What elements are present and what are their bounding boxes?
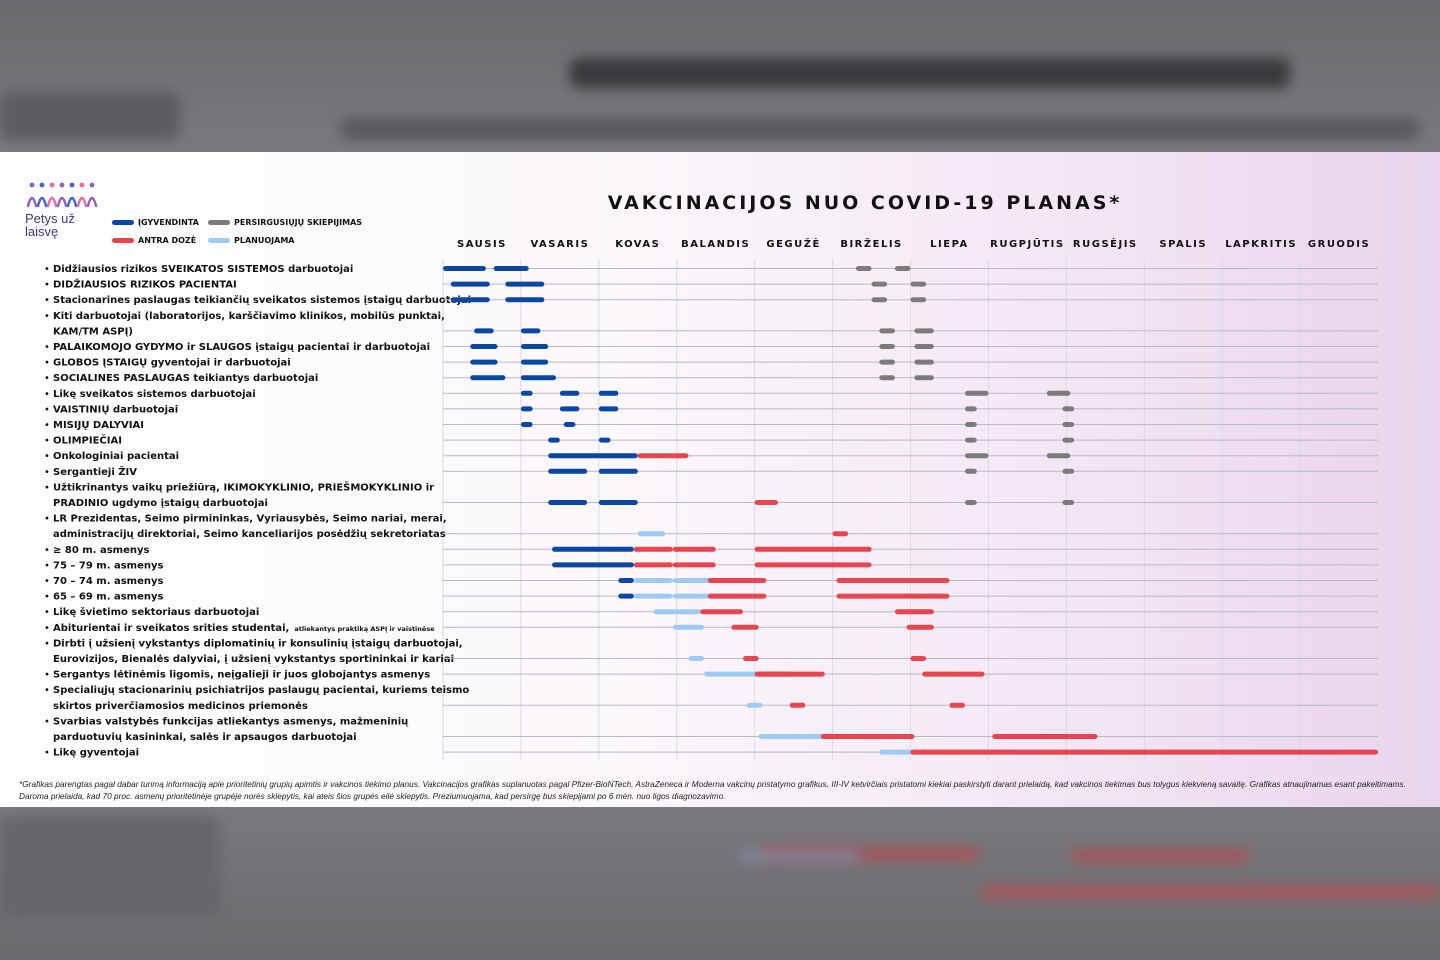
- row-bullet: •: [44, 591, 50, 603]
- row-bullet: •: [44, 404, 50, 416]
- row-label: Specialiųjų stacionarinių psichiatrijos paslaugų pacientai, kuriems teismo: [53, 685, 470, 697]
- row-label: ≥ 80 m. asmenys: [53, 544, 150, 556]
- logo-figure-head: [40, 183, 45, 188]
- logo-figure-body: [48, 198, 56, 206]
- month-label: BALANDIS: [681, 239, 751, 250]
- logo-figure-head: [30, 183, 35, 188]
- month-label: LAPKRITIS: [1225, 239, 1298, 250]
- legend-swatch-planned: [208, 238, 230, 243]
- logo-figure-head: [50, 183, 55, 188]
- row-label: Likę švietimo sektoriaus darbuotojai: [53, 607, 260, 619]
- row-label: Stacionarines paslaugas teikiančių sveikatos sistemos įstaigų darbuotojai: [53, 295, 472, 307]
- blurred-bar-red-2: [1070, 849, 1250, 863]
- row-label: Likę gyventojai: [53, 747, 140, 759]
- row-bullet: •: [44, 638, 50, 650]
- legend-swatch-recovered: [208, 220, 230, 225]
- legend-label-recovered: PERSIRGUSIŲJŲ SKIEPIJIMAS: [234, 218, 363, 227]
- logo-figure-head: [60, 183, 65, 188]
- logo-line1: Petys už: [25, 211, 75, 226]
- row-bullet: •: [44, 342, 50, 353]
- row-bullet: •: [44, 357, 50, 369]
- row-label: 70 – 74 m. asmenys: [53, 576, 164, 587]
- row-label: LR Prezidentas, Seimo pirmininkas, Vyriausybės, Seimo nariai, merai,: [53, 513, 447, 525]
- row-label: KAM/TM ASPĮ): [53, 326, 133, 338]
- blurred-bar-red-3: [980, 885, 1440, 899]
- row-label: Likę sveikatos sistemos darbuotojai: [53, 388, 256, 400]
- month-label: RUGPJŪTIS: [990, 239, 1065, 250]
- month-label: GEGUŽĖ: [766, 239, 821, 250]
- row-bullet: •: [44, 482, 50, 494]
- row-bullet: •: [44, 310, 50, 322]
- row-label: DIDŽIAUSIOS RIZIKOS PACIENTAI: [53, 279, 237, 291]
- month-label: BIRŽELIS: [840, 239, 903, 250]
- row-bullet: •: [44, 264, 50, 275]
- chart-title: VAKCINACIJOS NUO COVID-19 PLANAS*: [607, 192, 1123, 214]
- row-bullet: •: [44, 747, 50, 759]
- legend-implemented: [112, 218, 199, 227]
- month-label: GRUODIS: [1307, 239, 1371, 250]
- row-bullet: •: [44, 560, 50, 572]
- blurred-rows-left: [0, 817, 220, 917]
- row-label: Eurovizijos, Bienalės dalyviai, į užsienį vykstantys sportininkai ir kariai: [53, 654, 455, 665]
- logo-figure-head: [80, 183, 85, 188]
- month-label: LIEPA: [930, 239, 969, 250]
- chart-card: [0, 152, 1440, 807]
- blurred-legend: [0, 92, 180, 140]
- row-label: administracijų direktoriai, Seimo kanceliarijos posėdžių sekretoriatas: [53, 529, 446, 541]
- logo-figure-head: [90, 183, 95, 188]
- legend-label-planned: PLANUOJAMA: [234, 236, 295, 245]
- month-label: KOVAS: [615, 239, 661, 250]
- row-bullet: •: [44, 513, 50, 525]
- legend-planned: [208, 236, 294, 245]
- legend-swatch-implemented: [112, 220, 134, 225]
- row-label: OLIMPIEČIAI: [53, 435, 122, 447]
- row-label: Užtikrinantys vaikų priežiūrą, IKIMOKYKLINIO, PRIEŠMOKYKLINIO ir: [53, 482, 435, 494]
- row-bullet: •: [44, 373, 50, 385]
- row-label: GLOBOS ĮSTAIGŲ gyventojai ir darbuotojai: [53, 357, 291, 369]
- logo-line2: laisvę: [25, 224, 59, 239]
- row-bullet: •: [44, 451, 50, 463]
- row-label: Onkologiniai pacientai: [53, 451, 180, 463]
- row-bullet: •: [44, 576, 50, 587]
- logo-figure-body: [68, 198, 76, 206]
- row-label: 65 – 69 m. asmenys: [53, 591, 164, 603]
- row-label: PALAIKOMOJO GYDYMO ir SLAUGOS įstaigų pacientai ir darbuotojai: [53, 342, 431, 353]
- legend-second-dose: [112, 236, 196, 245]
- footnote: *Grafikas parengtas pagal dabar turimą informaciją apie prioritetinių grupių apimtis ir vakcinos tiekimo planus. Vakcinacijos grafikas suplanuotas pagal Pfizer-BioNTech, AstraZeneca ir Moderna vakcinų pristatymo grafikus. III-IV ketvirčiais pristatomi kiekiai paskirstyti darant prielaidą, kad vakcinos tiekimas bus tolygus kiekvieną savaitę. Grafikas atnaujinamas esant pakeitimams. Daroma prielaida, kad 70 proc. asmenų prioritetinėje grupėje norės skiepytis, kai ateis šios grupės eilė skiepytis. Preziumuojama, kad persirgę bus skiepijami po 6 mėn. nuo ligos diagnozavimo.: [19, 779, 1406, 801]
- row-label: Sergantys lėtinėmis ligomis, neįgalieji ir juos globojantys asmenys: [53, 669, 431, 681]
- row-bullet: •: [44, 435, 50, 447]
- legend-swatch-second-dose: [112, 238, 134, 243]
- row-bullet: •: [44, 716, 50, 728]
- row-bullet: •: [44, 466, 50, 478]
- row-label-sub: atliekantys praktiką ASPĮ ir vaistinėse: [294, 624, 435, 633]
- row-label: SOCIALINES PASLAUGAS teikiantys darbuotojai: [53, 373, 319, 385]
- row-label: skirtos priverčiamosios medicinos priemonės: [53, 700, 308, 712]
- blurred-background-bottom: [0, 807, 1440, 960]
- row-label: Kiti darbuotojai (laboratorijos, karščiavimo klinikos, mobilūs punktai,: [53, 310, 445, 322]
- row-bullet: •: [44, 669, 50, 681]
- row-label: Dirbti į užsienį vykstantys diplomatinių ir konsulinių įstaigų darbuotojai,: [53, 638, 463, 650]
- legend-recovered: [208, 218, 362, 227]
- row-bullet: •: [44, 279, 50, 291]
- row-bullet: •: [44, 622, 50, 634]
- logo-text: [25, 212, 105, 238]
- logo-figure-body: [88, 198, 96, 206]
- month-label: RUGSĖJIS: [1072, 239, 1138, 250]
- row-bullet: •: [44, 544, 50, 556]
- logo-figure-body: [78, 198, 86, 206]
- row-label: PRADINIO ugdymo įstaigų darbuotojai: [53, 498, 268, 509]
- row-label: parduotuvių kasininkai, salės ir apsaugos darbuotojai: [53, 732, 357, 743]
- row-label: 75 – 79 m. asmenys: [53, 560, 164, 572]
- logo-figure-body: [38, 198, 46, 206]
- logo-figure-body: [58, 198, 66, 206]
- row-bullet: •: [44, 420, 50, 431]
- row-bullet: •: [44, 295, 50, 307]
- blurred-bar-blue: [740, 851, 860, 861]
- row-bullet: •: [44, 388, 50, 400]
- logo-figure-body: [28, 198, 36, 206]
- month-label: SPALIS: [1159, 239, 1208, 250]
- legend-label-implemented: ĮGYVENDINTA: [138, 218, 199, 227]
- row-label: MISIJŲ DALYVIAI: [53, 420, 144, 431]
- legend-label-second-dose: ANTRA DOZĖ: [138, 236, 197, 245]
- blurred-background-top: [0, 0, 1440, 152]
- month-label: SAUSIS: [457, 239, 507, 250]
- logo-figure-head: [70, 183, 75, 188]
- row-bullet: •: [44, 607, 50, 619]
- row-label: Svarbias valstybės funkcijas atliekantys asmenys, mažmeninių: [53, 716, 409, 728]
- blurred-title: [570, 58, 1290, 88]
- chart-svg: [0, 152, 1440, 807]
- row-label: Abiturientai ir sveikatos srities studentai,: [53, 622, 290, 634]
- row-label: Sergantieji ŽIV: [53, 466, 137, 478]
- blurred-months: [340, 118, 1420, 140]
- row-label: Didžiausios rizikos SVEIKATOS SISTEMOS darbuotojai: [53, 264, 354, 275]
- month-label: VASARIS: [530, 239, 590, 250]
- row-bullet: •: [44, 685, 50, 697]
- row-label: VAISTINIŲ darbuotojai: [53, 404, 179, 416]
